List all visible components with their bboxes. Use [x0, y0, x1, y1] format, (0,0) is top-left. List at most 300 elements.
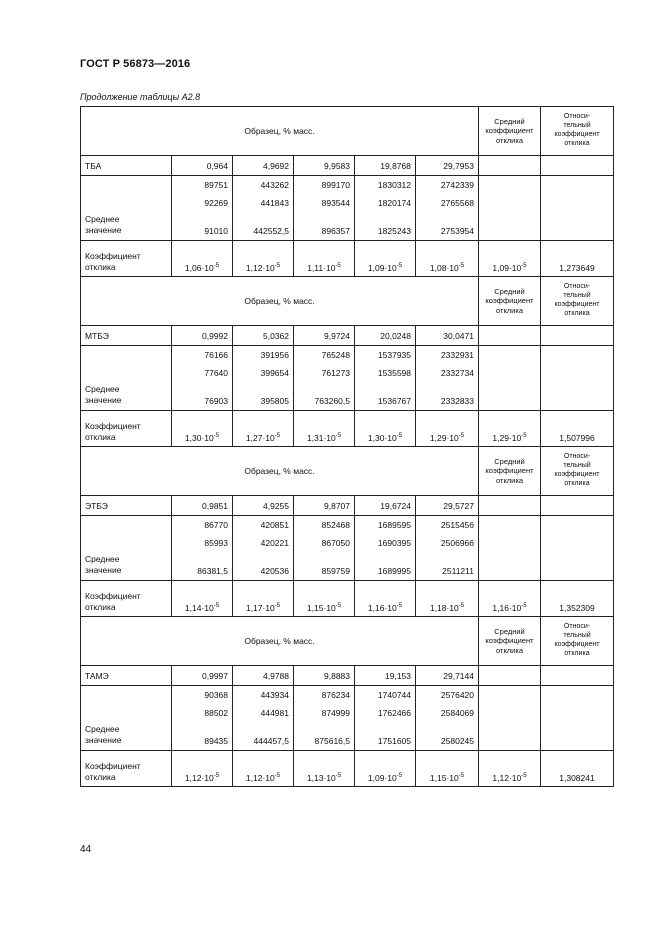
cell-value: 91010 [204, 226, 228, 236]
coef-exponent: -5 [335, 263, 341, 270]
cell-value: 896357 [321, 226, 350, 236]
cell-value [237, 382, 289, 392]
coef-cell [172, 581, 233, 617]
response-coefficient-row [81, 581, 614, 617]
avg-coef-mantissa: 1,29 [492, 433, 509, 443]
cell-value: 2765568 [440, 198, 474, 208]
rel-coef-header [541, 107, 614, 156]
coef-cell [416, 751, 479, 787]
empty-cell [541, 176, 614, 241]
coef-mantissa: 1,12 [245, 263, 263, 273]
avg-coef-exponent: -5 [521, 263, 527, 270]
concentration-cell: 5,0362 [233, 326, 294, 346]
rel-coef-cell: 1,352309 [541, 581, 614, 617]
coef-exponent: -5 [213, 603, 220, 610]
avg-coef-mantissa: 1,16 [492, 603, 509, 613]
cell-value: 1689595 [377, 520, 411, 530]
header-line: отклика [564, 479, 590, 487]
label-line: значение [85, 225, 122, 235]
coef-mantissa: 1,12 [184, 773, 202, 783]
coef-cell [355, 581, 416, 617]
peak-area-cell [233, 346, 294, 411]
times-ten: ·10 [201, 263, 214, 273]
coef-cell [294, 581, 355, 617]
avg-coef-header [479, 277, 541, 326]
coef-cell [172, 241, 233, 277]
coef-exponent: -5 [274, 263, 281, 270]
coef-cell [416, 241, 479, 277]
empty-cell [541, 326, 614, 346]
mean-label [81, 686, 172, 751]
peak-area-cell [294, 346, 355, 411]
cell-value: 89435 [204, 736, 228, 746]
cell-value: 77640 [204, 368, 228, 378]
header-line: отклика [496, 135, 523, 145]
cell-value: 2584069 [440, 708, 474, 718]
block-header-row [81, 277, 614, 326]
empty-cell [541, 686, 614, 751]
block-header-row [81, 107, 614, 156]
empty-cell [479, 516, 541, 581]
avg-coef-mantissa: 1,12 [492, 773, 509, 783]
compound-name: ТБА [81, 156, 172, 176]
label-line: Коэффициент [85, 761, 141, 771]
coef-exponent: -5 [458, 603, 465, 610]
cell-value [176, 212, 228, 222]
cell-value: 76903 [204, 396, 228, 406]
cell-value: 395805 [260, 396, 289, 406]
coef-mantissa: 1,31 [306, 433, 324, 443]
cell-value: 444981 [260, 708, 289, 718]
cell-value: 1537935 [377, 350, 411, 360]
coef-cell [233, 581, 294, 617]
concentration-cell: 0,9851 [172, 496, 233, 516]
peak-area-cell [172, 686, 233, 751]
avg-coef-cell [479, 411, 541, 447]
coef-mantissa: 1,13 [306, 773, 324, 783]
header-line: Средний [494, 116, 525, 126]
coef-exponent: -5 [274, 773, 281, 780]
block-header-row [81, 617, 614, 666]
cell-value: 86381,5 [197, 566, 228, 576]
header-line: отклика [496, 475, 523, 485]
coef-exponent: -5 [213, 773, 220, 780]
peak-area-cell [172, 516, 233, 581]
sample-header: Образец, % масс. [81, 617, 479, 666]
times-ten: ·10 [323, 433, 336, 443]
cell-value: 2511211 [442, 566, 474, 576]
cell-value: 875616,5 [314, 736, 350, 746]
peak-area-cell [233, 176, 294, 241]
cell-value [176, 722, 228, 732]
compound-name: ТАМЭ [81, 666, 172, 686]
concentration-cell: 29,7953 [416, 156, 479, 176]
header-line: коэффициент [485, 126, 534, 136]
coef-exponent: -5 [274, 433, 281, 440]
peak-area-row [81, 176, 614, 241]
cell-value: 1740744 [377, 690, 411, 700]
page-number: 44 [80, 844, 92, 855]
peak-area-row [81, 686, 614, 751]
cell-value: 441843 [260, 198, 289, 208]
concentration-row [81, 156, 614, 176]
empty-cell [479, 346, 541, 411]
times-ten: ·10 [508, 603, 522, 613]
cell-value: 874999 [321, 708, 350, 718]
cell-value [237, 552, 289, 562]
peak-area-cell [416, 516, 479, 581]
coef-exponent: -5 [274, 603, 281, 610]
table-caption: Продолжение таблицы А2.8 [80, 92, 201, 102]
coef-mantissa: 1,09 [367, 263, 385, 273]
times-ten: ·10 [323, 603, 336, 613]
rel-coef-header [541, 617, 614, 666]
coef-cell [294, 751, 355, 787]
rel-coef-cell: 1,273649 [541, 241, 614, 277]
coef-exponent: -5 [396, 433, 403, 440]
coef-cell [233, 411, 294, 447]
times-ten: ·10 [262, 263, 275, 273]
times-ten: ·10 [446, 263, 459, 273]
times-ten: ·10 [262, 603, 275, 613]
header-line: коэффициент [485, 636, 534, 646]
coef-mantissa: 1,15 [429, 773, 447, 783]
avg-coef-exponent: -5 [521, 433, 527, 440]
sample-header: Образец, % масс. [81, 277, 479, 326]
rel-coef-header [541, 277, 614, 326]
rel-coef-cell: 1,507996 [541, 411, 614, 447]
rel-coef-cell: 1,308241 [541, 751, 614, 787]
coef-label [81, 581, 172, 617]
peak-area-cell [416, 176, 479, 241]
coef-label [81, 241, 172, 277]
avg-coef-cell [479, 581, 541, 617]
cell-value: 763260,5 [314, 396, 350, 406]
cell-value: 443934 [260, 690, 289, 700]
peak-area-cell [233, 686, 294, 751]
cell-value: 2332833 [440, 396, 474, 406]
avg-coef-cell [479, 751, 541, 787]
response-coefficient-table [80, 106, 614, 787]
times-ten: ·10 [323, 263, 336, 273]
peak-area-cell [172, 176, 233, 241]
response-coefficient-row [81, 241, 614, 277]
header-line: Относи- [563, 113, 591, 121]
empty-cell [479, 686, 541, 751]
mean-label [81, 176, 172, 241]
cell-value: 2515456 [440, 520, 474, 530]
cell-value [359, 552, 411, 562]
cell-value: 1825243 [377, 226, 411, 236]
peak-area-cell [355, 516, 416, 581]
cell-value [237, 212, 289, 222]
peak-area-cell [294, 686, 355, 751]
cell-value [359, 382, 411, 392]
cell-value: 88502 [204, 708, 228, 718]
sample-header: Образец, % масс. [81, 107, 479, 156]
coef-exponent: -5 [335, 433, 342, 440]
cell-value [298, 382, 350, 392]
label-line: значение [85, 735, 122, 745]
avg-coef-cell [479, 241, 541, 277]
coef-mantissa: 1,14 [184, 603, 202, 613]
cell-value: 2742339 [440, 180, 474, 190]
cell-value [359, 722, 411, 732]
coef-cell [416, 581, 479, 617]
coef-mantissa: 1,29 [429, 433, 447, 443]
avg-coef-mantissa: 1,09 [492, 263, 509, 273]
concentration-cell: 30,0471 [416, 326, 479, 346]
label-line: Среднее [85, 554, 120, 564]
concentration-cell: 9,8707 [294, 496, 355, 516]
concentration-cell: 9,9583 [294, 156, 355, 176]
cell-value [420, 382, 474, 392]
peak-area-cell [294, 176, 355, 241]
cell-value: 76166 [204, 350, 228, 360]
peak-area-cell [355, 346, 416, 411]
header-line: тельный [563, 292, 591, 300]
mean-label [81, 516, 172, 581]
label-line: значение [85, 395, 122, 405]
cell-value [420, 212, 474, 222]
peak-area-cell [355, 176, 416, 241]
times-ten: ·10 [446, 433, 459, 443]
coef-exponent: -5 [458, 773, 465, 780]
times-ten: ·10 [201, 603, 214, 613]
coef-exponent: -5 [396, 773, 403, 780]
cell-value: 893544 [321, 198, 350, 208]
cell-value: 1751605 [377, 736, 411, 746]
cell-value: 86770 [204, 520, 228, 530]
times-ten: ·10 [262, 433, 275, 443]
avg-coef-exponent: -5 [521, 603, 527, 610]
concentration-cell: 9,8883 [294, 666, 355, 686]
header-line: отклика [564, 649, 590, 657]
coef-exponent: -5 [335, 603, 342, 610]
peak-area-cell [416, 346, 479, 411]
avg-coef-header [479, 617, 541, 666]
coef-label [81, 751, 172, 787]
coef-cell [172, 751, 233, 787]
coef-exponent: -5 [458, 263, 465, 270]
cell-value: 2580245 [440, 736, 474, 746]
avg-coef-exponent: -5 [521, 773, 527, 780]
times-ten: ·10 [446, 773, 459, 783]
cell-value: 442552,5 [253, 226, 289, 236]
concentration-cell: 4,9255 [233, 496, 294, 516]
coef-mantissa: 1,16 [367, 603, 385, 613]
label-line: отклика [85, 602, 116, 612]
coef-cell [355, 751, 416, 787]
cell-value: 2506966 [440, 538, 474, 548]
times-ten: ·10 [446, 603, 459, 613]
header-line: тельный [563, 122, 591, 130]
label-line: Среднее [85, 724, 120, 734]
empty-cell [479, 496, 541, 516]
cell-value [298, 722, 350, 732]
cell-value: 1689995 [377, 566, 411, 576]
document-standard-number: ГОСТ Р 56873—2016 [80, 58, 191, 70]
empty-cell [541, 156, 614, 176]
concentration-cell: 0,9992 [172, 326, 233, 346]
coef-mantissa: 1,30 [184, 433, 202, 443]
coef-cell [355, 411, 416, 447]
cell-value: 2753954 [440, 226, 474, 236]
label-line: Среднее [85, 384, 120, 394]
cell-value [298, 212, 350, 222]
times-ten: ·10 [384, 433, 397, 443]
response-coefficient-row [81, 751, 614, 787]
cell-value [359, 212, 411, 222]
concentration-cell: 29,7144 [416, 666, 479, 686]
label-line: отклика [85, 262, 116, 272]
cell-value: 899170 [321, 180, 350, 190]
empty-cell [541, 666, 614, 686]
concentration-cell: 19,6724 [355, 496, 416, 516]
coef-mantissa: 1,12 [245, 773, 263, 783]
header-line: отклика [564, 309, 590, 317]
compound-name: МТБЭ [81, 326, 172, 346]
compound-name: ЭТБЭ [81, 496, 172, 516]
header-line: коэффициент [554, 471, 600, 478]
header-line: отклика [564, 139, 590, 147]
header-line: Относи- [563, 453, 591, 461]
coef-mantissa: 1,08 [429, 263, 447, 273]
header-line: тельный [563, 462, 591, 470]
cell-value: 1536767 [377, 396, 411, 406]
label-line: Среднее [85, 214, 120, 224]
label-line: отклика [85, 432, 116, 442]
peak-area-cell [294, 516, 355, 581]
coef-cell [355, 241, 416, 277]
coef-mantissa: 1,18 [429, 603, 447, 613]
times-ten: ·10 [384, 773, 397, 783]
times-ten: ·10 [201, 433, 214, 443]
cell-value: 876234 [321, 690, 350, 700]
coef-exponent: -5 [335, 773, 342, 780]
empty-cell [479, 176, 541, 241]
header-line: отклика [496, 305, 523, 315]
label-line: Коэффициент [85, 421, 141, 431]
cell-value: 2332931 [440, 350, 474, 360]
cell-value [420, 552, 474, 562]
header-line: Относи- [563, 623, 591, 631]
concentration-cell: 0,964 [172, 156, 233, 176]
concentration-cell: 9,9724 [294, 326, 355, 346]
empty-cell [541, 346, 614, 411]
cell-value: 399654 [260, 368, 289, 378]
coef-cell [233, 241, 294, 277]
cell-value: 765248 [321, 350, 350, 360]
header-line: коэффициент [485, 296, 534, 306]
times-ten: ·10 [384, 263, 397, 273]
header-line: коэффициент [485, 466, 534, 476]
rel-coef-header [541, 447, 614, 496]
header-line: Относи- [563, 283, 591, 291]
coef-mantissa: 1,06 [184, 263, 202, 273]
cell-value: 1820174 [377, 198, 411, 208]
coef-cell [294, 411, 355, 447]
label-line: Коэффициент [85, 251, 141, 261]
cell-value [237, 722, 289, 732]
coef-cell [416, 411, 479, 447]
coef-exponent: -5 [396, 603, 403, 610]
cell-value: 391956 [260, 350, 289, 360]
cell-value: 859759 [321, 566, 350, 576]
cell-value: 1535598 [377, 368, 411, 378]
empty-cell [541, 516, 614, 581]
cell-value: 85993 [204, 538, 228, 548]
concentration-row [81, 496, 614, 516]
cell-value: 420851 [260, 520, 289, 530]
peak-area-row [81, 346, 614, 411]
cell-value [176, 552, 228, 562]
cell-value: 90368 [204, 690, 228, 700]
sample-header: Образец, % масс. [81, 447, 479, 496]
header-line: Средний [494, 626, 525, 636]
empty-cell [479, 666, 541, 686]
empty-cell [479, 326, 541, 346]
cell-value: 852468 [321, 520, 350, 530]
coef-label [81, 411, 172, 447]
concentration-cell: 19,153 [355, 666, 416, 686]
coef-cell [172, 411, 233, 447]
header-line: Средний [494, 286, 525, 296]
mean-label [81, 346, 172, 411]
cell-value: 443262 [260, 180, 289, 190]
avg-coef-header [479, 107, 541, 156]
concentration-cell: 0,9997 [172, 666, 233, 686]
cell-value: 89751 [204, 180, 228, 190]
coef-exponent: -5 [458, 433, 465, 440]
coef-mantissa: 1,30 [367, 433, 385, 443]
header-line: коэффициент [554, 301, 600, 308]
coef-mantissa: 1,17 [245, 603, 263, 613]
cell-value [298, 552, 350, 562]
cell-value: 1830312 [377, 180, 411, 190]
peak-area-cell [355, 686, 416, 751]
coef-cell [233, 751, 294, 787]
header-line: коэффициент [554, 131, 600, 138]
cell-value: 92269 [204, 198, 228, 208]
times-ten: ·10 [262, 773, 275, 783]
peak-area-cell [233, 516, 294, 581]
block-header-row [81, 447, 614, 496]
coef-exponent: -5 [396, 263, 403, 270]
cell-value: 2576420 [440, 690, 474, 700]
cell-value: 420221 [260, 538, 289, 548]
label-line: Коэффициент [85, 591, 141, 601]
label-line: значение [85, 565, 122, 575]
times-ten: ·10 [508, 263, 522, 273]
coef-exponent: -5 [213, 263, 220, 270]
cell-value: 1690395 [377, 538, 411, 548]
concentration-row [81, 326, 614, 346]
label-line: отклика [85, 772, 116, 782]
peak-area-cell [416, 686, 479, 751]
header-line: коэффициент [554, 641, 600, 648]
cell-value: 444457,5 [253, 736, 289, 746]
header-line: тельный [563, 632, 591, 640]
peak-area-cell [172, 346, 233, 411]
cell-value: 2332734 [440, 368, 474, 378]
times-ten: ·10 [508, 433, 522, 443]
coef-cell [294, 241, 355, 277]
cell-value: 761273 [321, 368, 350, 378]
cell-value: 1762466 [377, 708, 411, 718]
cell-value: 420536 [260, 566, 289, 576]
peak-area-row [81, 516, 614, 581]
